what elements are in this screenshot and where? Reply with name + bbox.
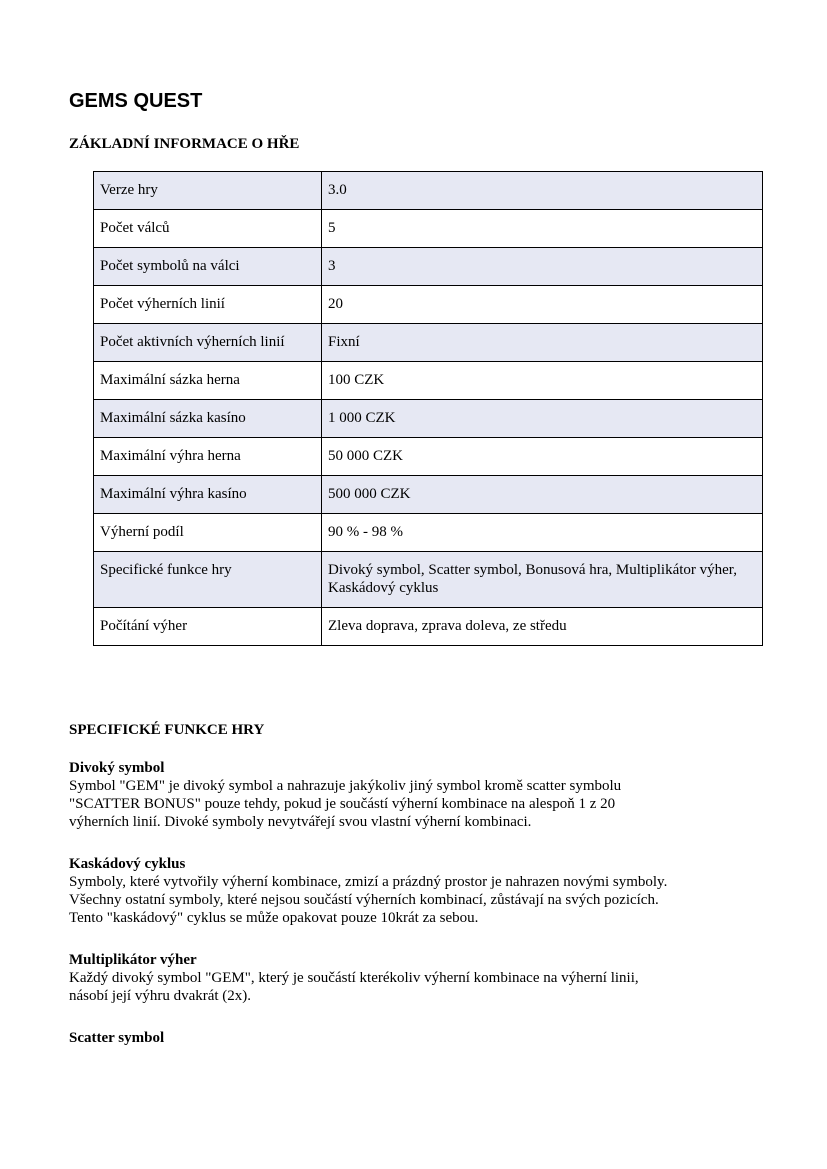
table-row [94,248,763,286]
feature-text-line: "SCATTER BONUS" pouze tehdy, pokud je součástí výherní kombinace na alespoň 1 z 20 [69,796,616,812]
table-label-cell: Výherní podíl [94,514,322,552]
table-value-cell: 3 [322,248,763,286]
feature-description [69,873,769,927]
table-label-cell: Počet aktivních výherních linií [94,324,322,362]
info-section-heading: ZÁKLADNÍ INFORMACE O HŘE [69,136,300,152]
table-label-cell: Počet symbolů na válci [94,248,322,286]
table-row [94,476,763,514]
table-label-cell: Počet válců [94,210,322,248]
table-value-cell: Fixní [322,324,763,362]
feature-text-line: Symboly, které vytvořily výherní kombinace, zmizí a prázdný prostor je nahrazen novými symboly. [69,874,668,890]
table-label-cell: Maximální sázka herna [94,362,322,400]
table-row [94,438,763,476]
table-row [94,552,763,608]
table-row [94,400,763,438]
table-row [94,286,763,324]
table-row [94,362,763,400]
feature-title: Kaskádový cyklus [69,856,186,872]
document-title: GEMS QUEST [69,90,203,112]
feature-description [69,969,769,1005]
table-value-cell: Divoký symbol, Scatter symbol, Bonusová hra, Multiplikátor výher, Kaskádový cyklus [322,552,763,608]
table-value-cell: 20 [322,286,763,324]
feature-scatter-symbol [69,1029,769,1047]
table-value-cell: 500 000 CZK [322,476,763,514]
feature-text-line: Každý divoký symbol "GEM", který je součástí kterékoliv výherní kombinace na výherní linii, [69,970,639,986]
table-value-cell: 3.0 [322,172,763,210]
table-row [94,210,763,248]
table-value-cell: 90 % - 98 % [322,514,763,552]
feature-title: Divoký symbol [69,760,165,776]
table-label-cell: Maximální výhra kasíno [94,476,322,514]
table-label-cell: Maximální výhra herna [94,438,322,476]
feature-text-line: Symbol "GEM" je divoký symbol a nahrazuje jakýkoliv jiný symbol kromě scatter symbolu [69,778,622,794]
table-row [94,608,763,646]
feature-wild-symbol [69,759,769,831]
table-value-cell: 100 CZK [322,362,763,400]
table-label-cell: Počítání výher [94,608,322,646]
feature-title: Scatter symbol [69,1030,165,1046]
table-value-cell: Zleva doprava, zprava doleva, ze středu [322,608,763,646]
table-label-cell: Specifické funkce hry [94,552,322,608]
table-value-cell: 5 [322,210,763,248]
table-row [94,514,763,552]
feature-text-line: výherních linií. Divoké symboly nevytvářejí svou vlastní výherní kombinaci. [69,814,532,830]
feature-description [69,777,769,831]
feature-title: Multiplikátor výher [69,952,197,968]
feature-text-line: násobí její výhru dvakrát (2x). [69,988,252,1004]
table-row [94,172,763,210]
feature-text-line: Tento "kaskádový" cyklus se může opakovat pouze 10krát za sebou. [69,910,479,926]
feature-win-multiplier [69,951,769,1005]
table-row [94,324,763,362]
feature-cascade-cycle [69,855,769,927]
table-value-cell: 50 000 CZK [322,438,763,476]
table-label-cell: Počet výherních linií [94,286,322,324]
feature-text-line: Všechny ostatní symboly, které nejsou součástí výherních kombinací, zůstávají na svých pozicích. [69,892,659,908]
table-label-cell: Maximální sázka kasíno [94,400,322,438]
features-section-heading: SPECIFICKÉ FUNKCE HRY [69,722,265,738]
table-label-cell: Verze hry [94,172,322,210]
table-value-cell: 1 000 CZK [322,400,763,438]
game-info-table [93,171,763,646]
